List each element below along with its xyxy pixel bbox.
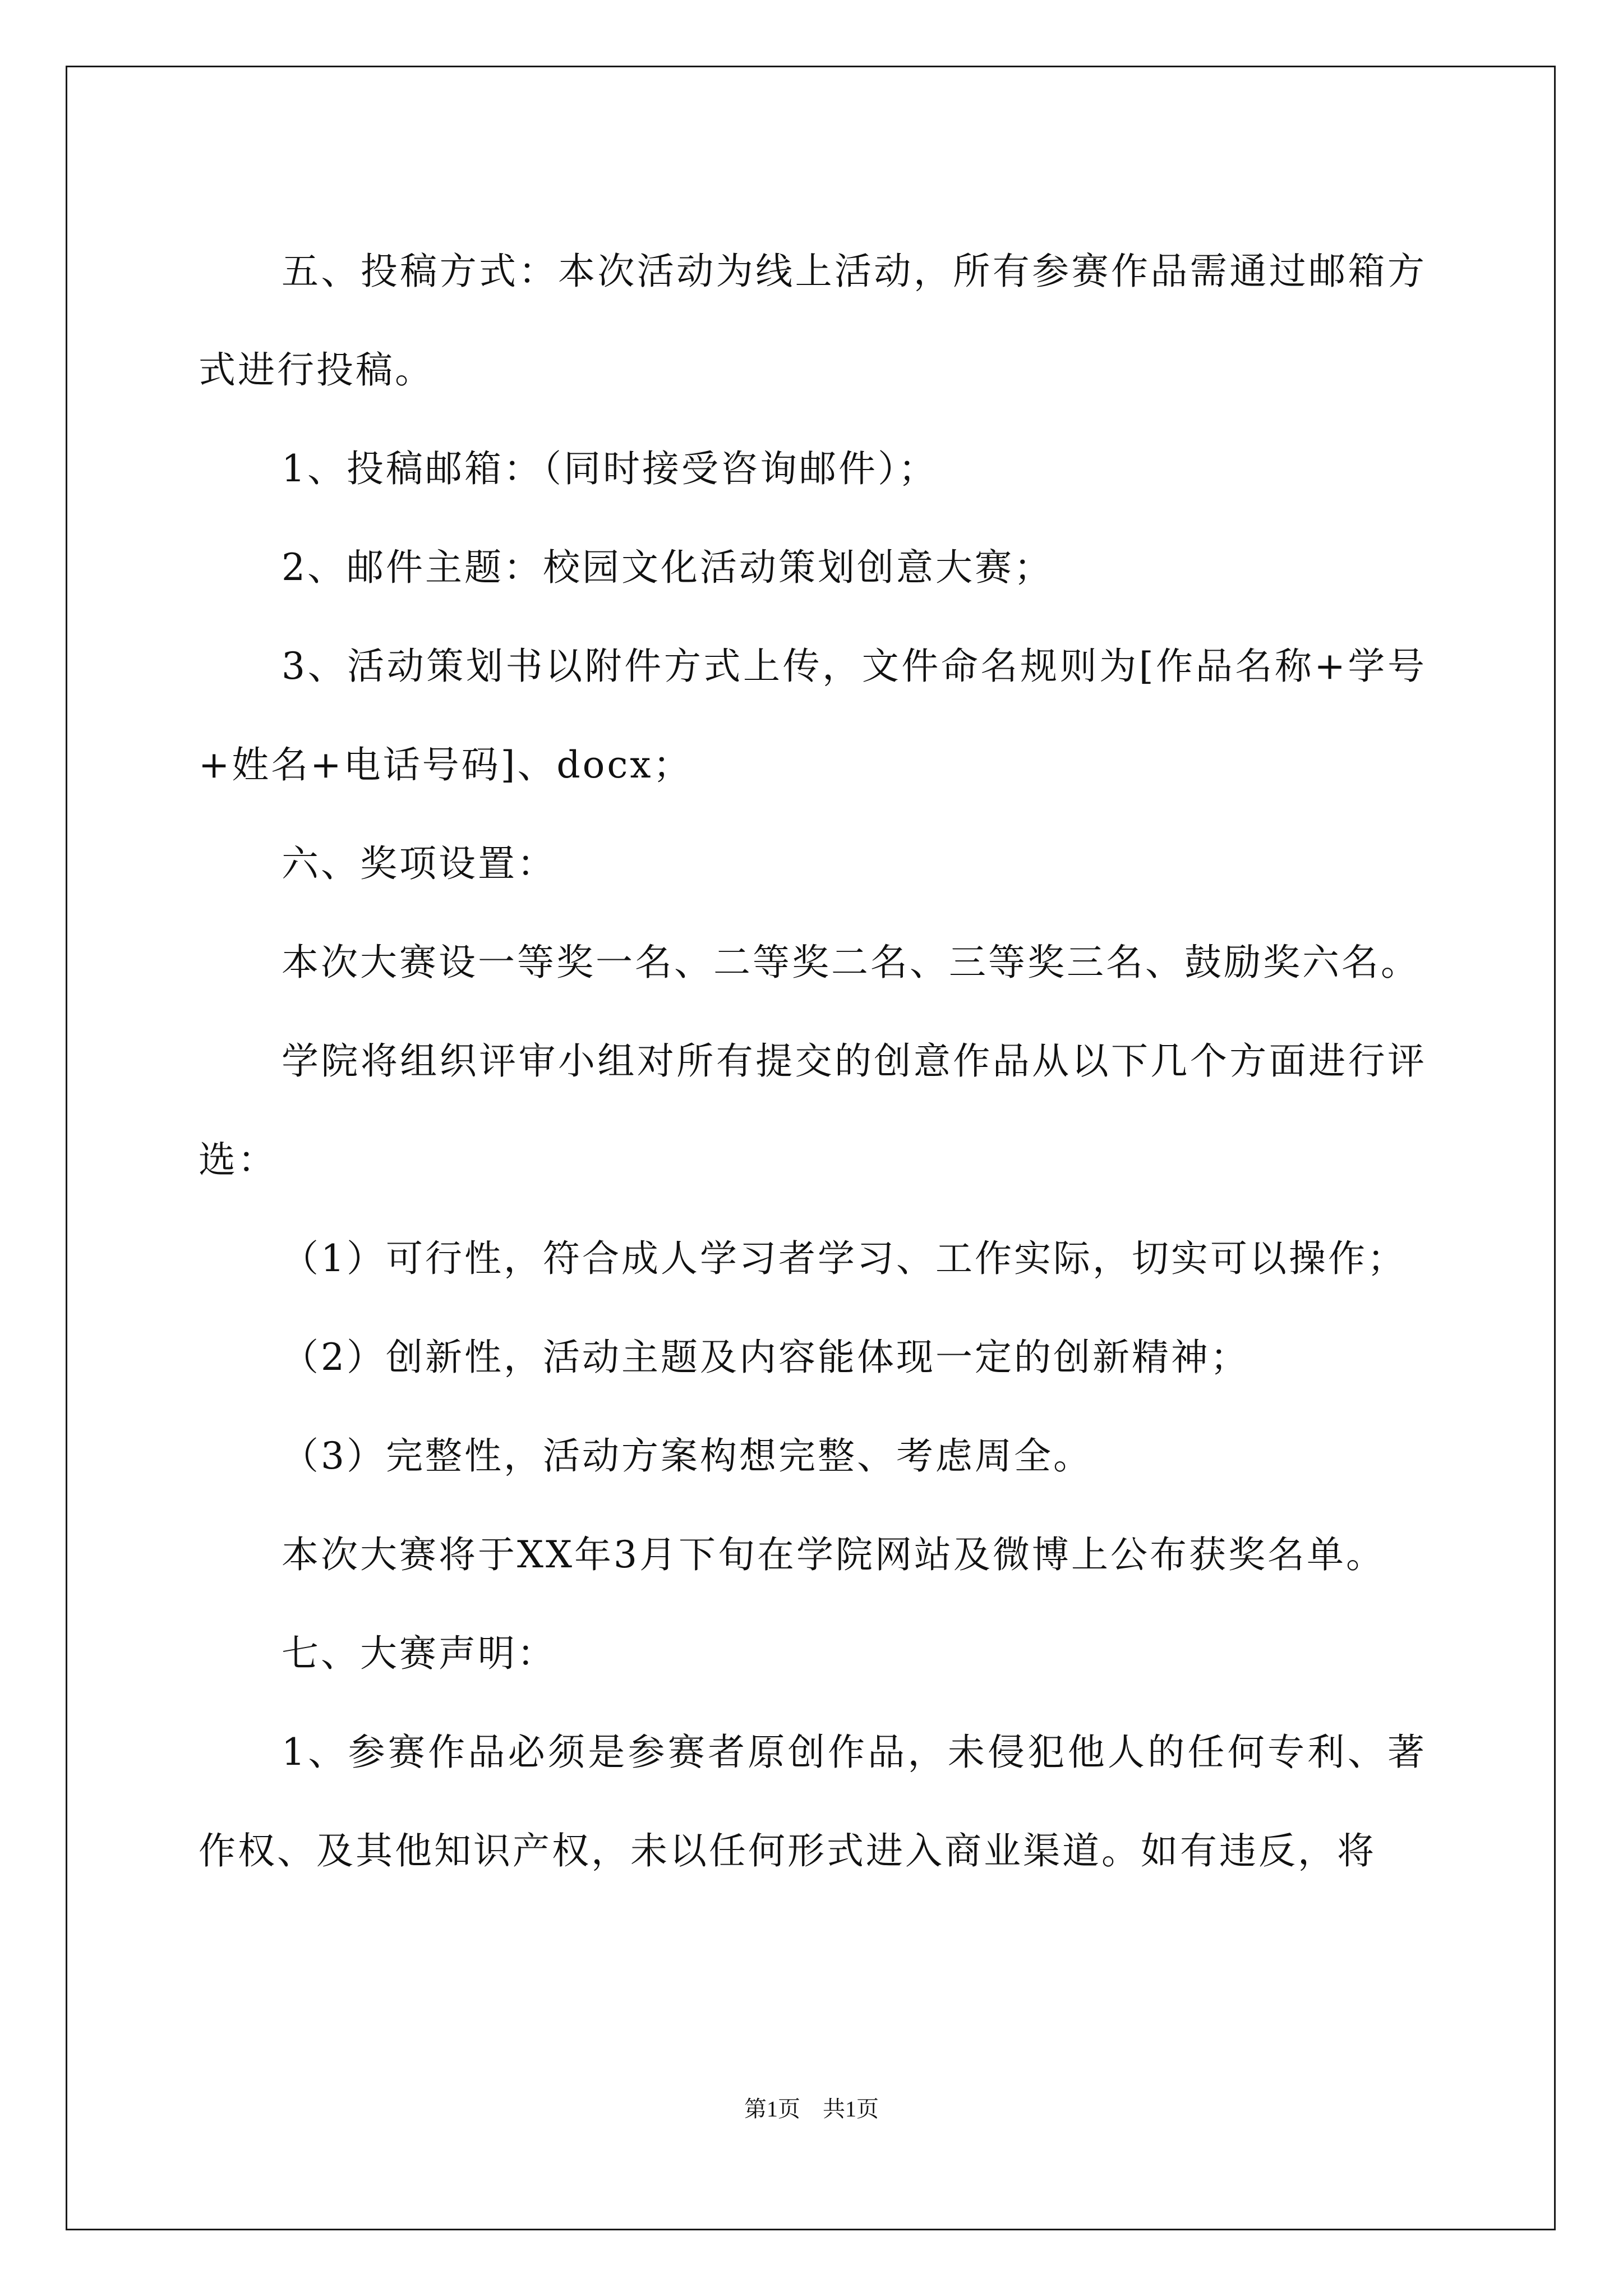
paragraph-email-subject: 2、邮件主题：校园文化活动策划创意大赛； <box>282 546 1053 589</box>
paragraph-submission-method: 五、投稿方式：本次活动为线上活动，所有参赛作品需通过邮箱方式进行投稿。 <box>199 250 1427 392</box>
paragraph-criterion-completeness: （3）完整性，活动方案构想完整、考虑周全。 <box>282 1434 1092 1478</box>
page-number-current: 第1页 <box>744 2096 800 2122</box>
paragraph-awards-detail: 本次大赛设一等奖一名、二等奖二名、三等奖三名、鼓励奖六名。 <box>282 941 1420 984</box>
page-number-total: 共1页 <box>823 2096 879 2122</box>
paragraph-awards-heading: 六、奖项设置： <box>282 842 556 885</box>
paragraph-criterion-innovation: （2）创新性，活动主题及内容能体现一定的创新精神； <box>282 1336 1249 1379</box>
paragraph-attachment-rules: 3、活动策划书以附件方式上传，文件命名规则为[作品名称+学号+姓名+电话号码]、docx； <box>199 645 1427 786</box>
paragraph-submission-email: 1、投稿邮箱：（同时接受咨询邮件）； <box>282 447 938 490</box>
paragraph-statement-heading: 七、大赛声明： <box>282 1632 556 1675</box>
document-body <box>199 222 1427 1901</box>
paragraph-results-announcement: 本次大赛将于XX年3月下旬在学院网站及微博上公布获奖名单。 <box>282 1533 1385 1576</box>
paragraph-criterion-feasibility: （1）可行性，符合成人学习者学习、工作实际，切实可以操作； <box>282 1237 1407 1280</box>
page-footer <box>0 2091 1623 2123</box>
paragraph-judging-intro: 学院将组织评审小组对所有提交的创意作品从以下几个方面进行评选： <box>199 1039 1427 1181</box>
paragraph-statement-originality: 1、参赛作品必须是参赛者原创作品，未侵犯他人的任何专利、著作权、及其他知识产权，未以任何形式进入商业渠道。如有违反，将 <box>199 1731 1427 1872</box>
